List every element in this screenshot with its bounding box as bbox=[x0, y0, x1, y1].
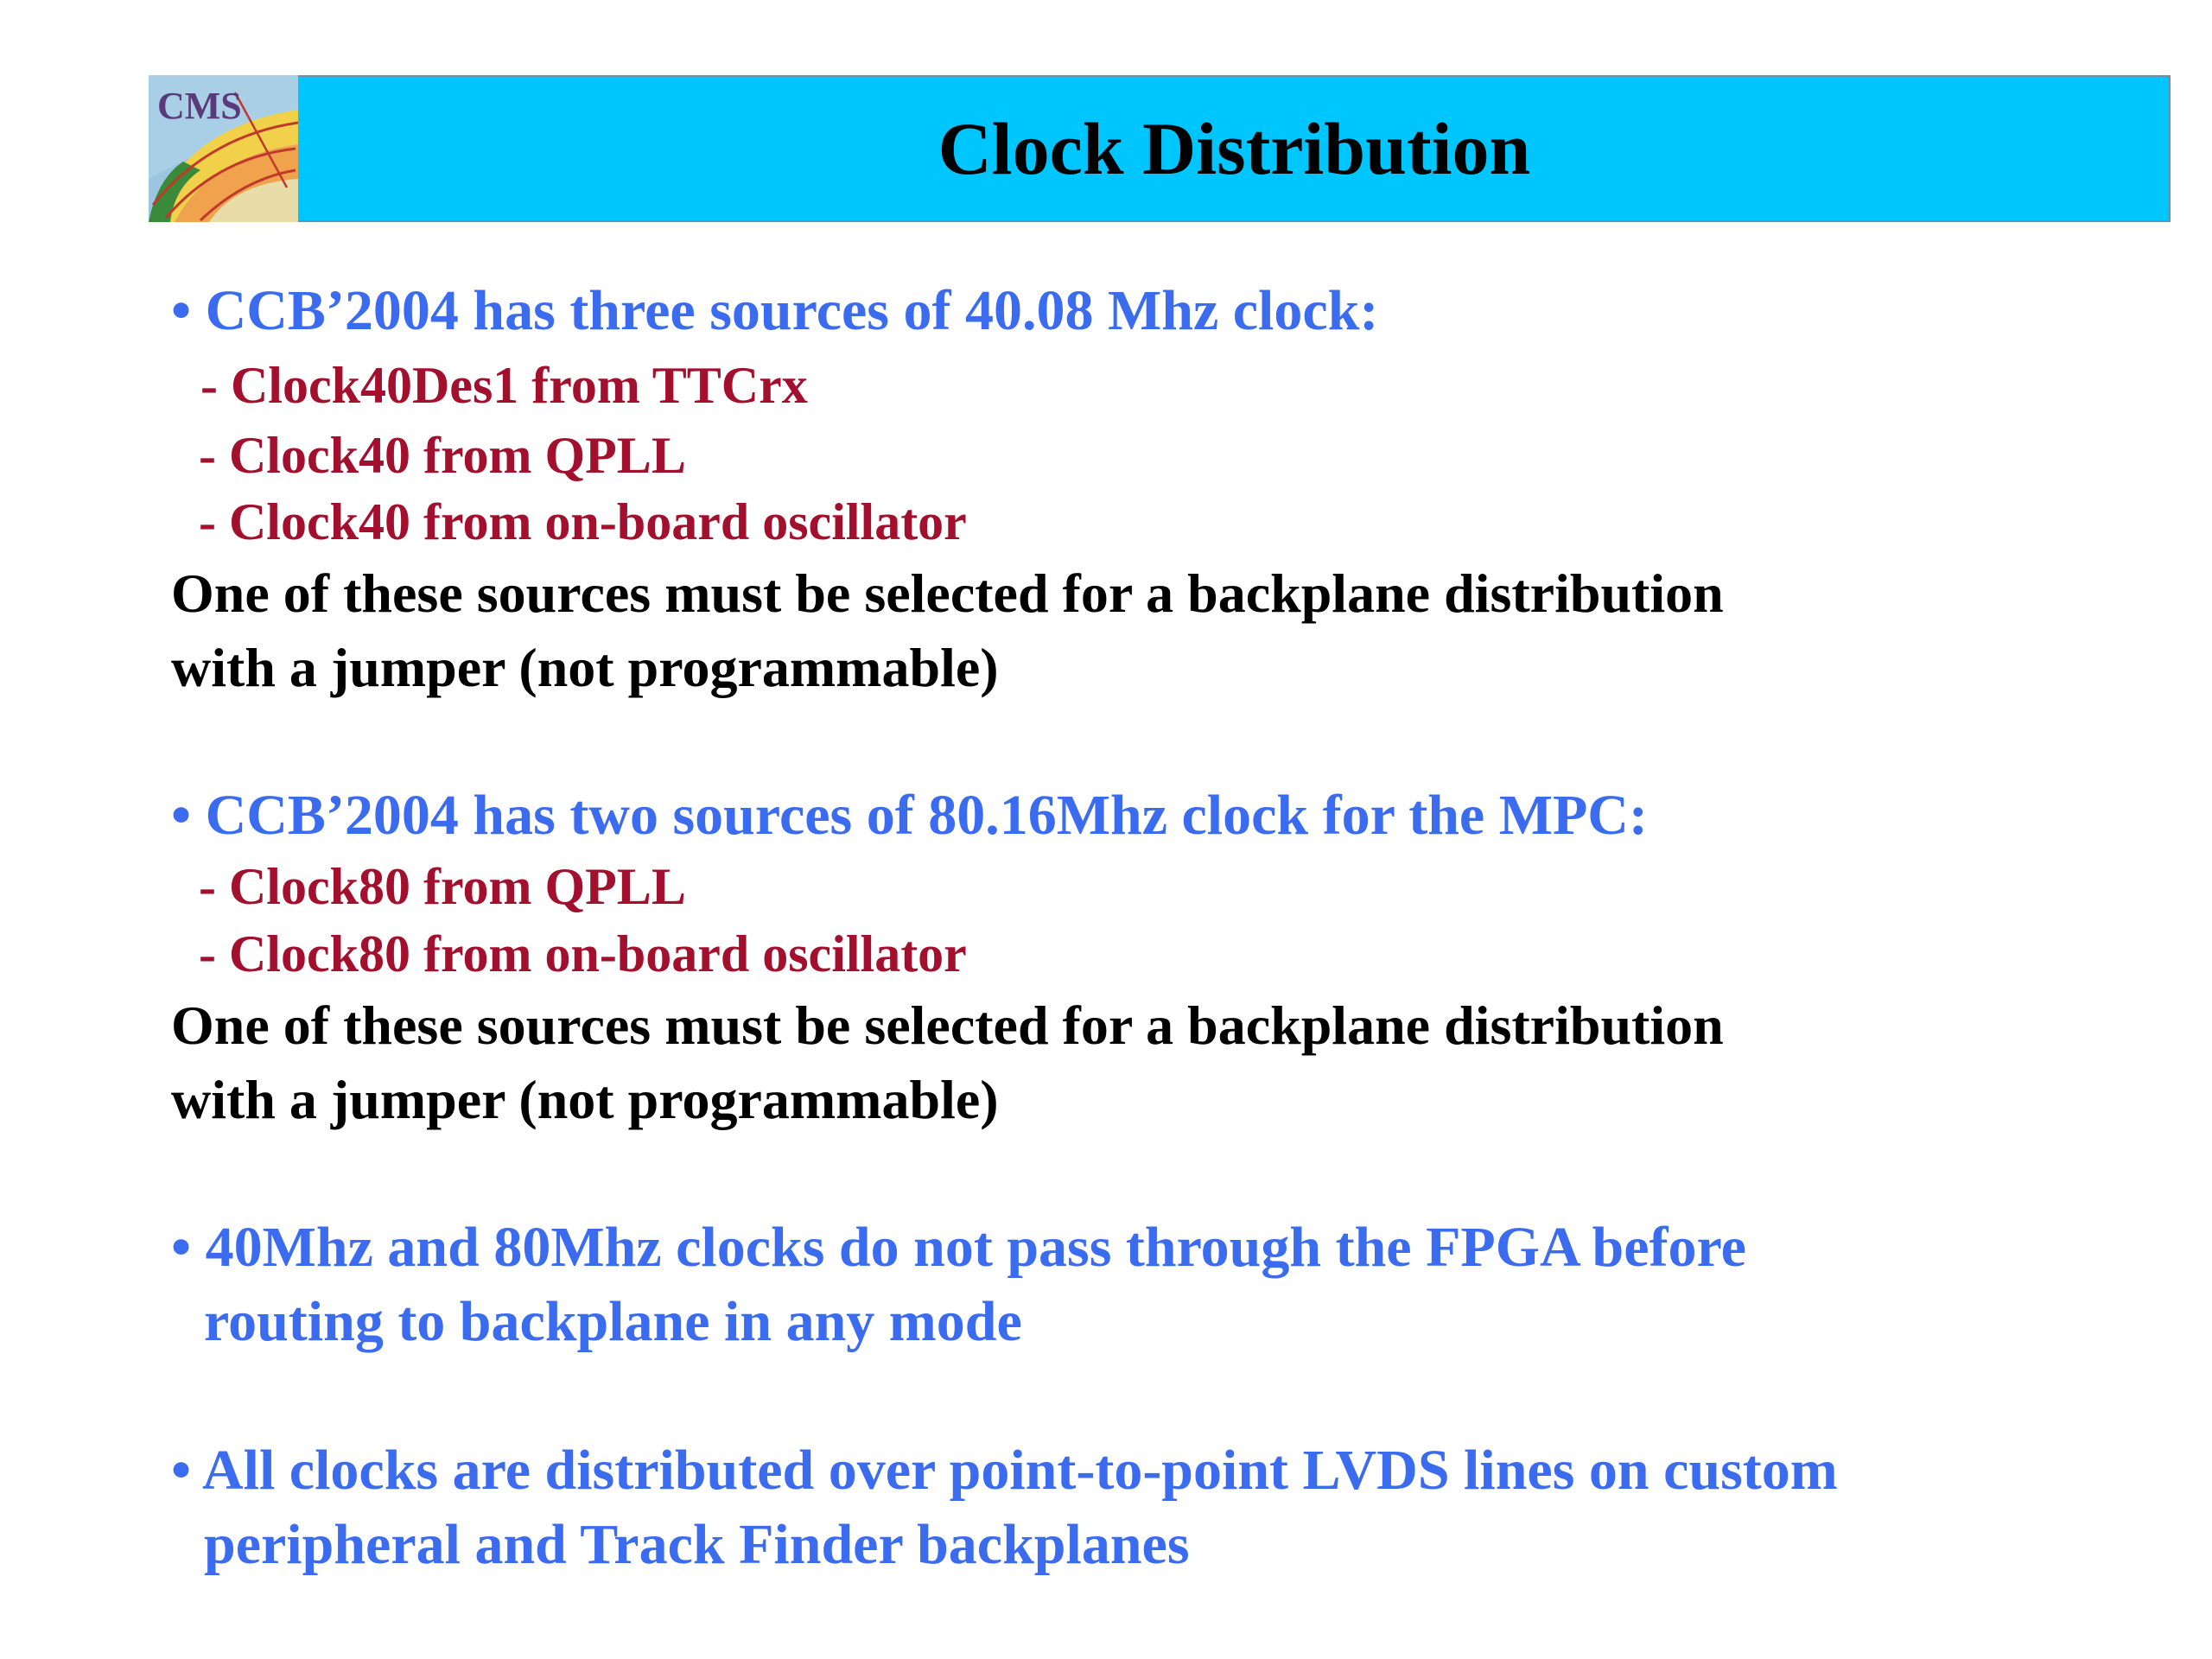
page-title: Clock Distribution bbox=[938, 107, 1531, 190]
cms-logo bbox=[149, 75, 298, 222]
bullet-fpga-bypass-cont: routing to backplane in any mode bbox=[204, 1290, 1022, 1353]
note-line-2: with a jumper (not programmable) bbox=[171, 1069, 999, 1130]
bullet-80mhz-sources: • CCB’2004 has two sources of 80.16Mhz clock for the MPC: bbox=[171, 784, 1648, 847]
sub-item-clock80-qpll: - Clock80 from QPLL bbox=[199, 858, 686, 915]
bullet-lvds-lines: • All clocks are distributed over point-to-point LVDS lines on custom bbox=[171, 1439, 1838, 1502]
sub-item-clock40des1: - Clock40Des1 from TTCrx bbox=[200, 357, 808, 414]
bullet-lvds-lines-cont: peripheral and Track Finder backplanes bbox=[204, 1513, 1190, 1576]
cms-logo-text: CMS bbox=[157, 85, 242, 127]
note-line-1: One of these sources must be selected for a backplane distribution bbox=[171, 563, 1724, 624]
note-line-1: One of these sources must be selected for a backplane distribution bbox=[171, 995, 1724, 1056]
bullet-40mhz-sources: • CCB’2004 has three sources of 40.08 Mhz clock: bbox=[171, 279, 1379, 342]
bullet-fpga-bypass: • 40Mhz and 80Mhz clocks do not pass through the FPGA before bbox=[171, 1216, 1746, 1279]
sub-item-clock40-qpll: - Clock40 from QPLL bbox=[199, 427, 686, 484]
sub-item-clock40-oscillator: - Clock40 from on-board oscillator bbox=[199, 493, 967, 550]
note-line-2: with a jumper (not programmable) bbox=[171, 637, 999, 698]
sub-item-clock80-oscillator: - Clock80 from on-board oscillator bbox=[199, 925, 967, 982]
